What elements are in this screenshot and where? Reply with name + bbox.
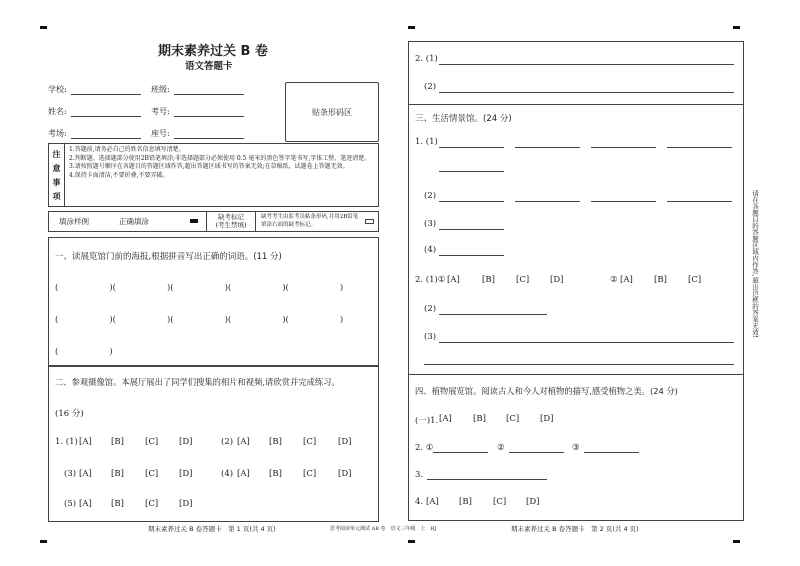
option-a[interactable]: [A] — [447, 275, 460, 285]
q4-answer-line[interactable] — [509, 452, 564, 453]
seat-label: 座号: — [151, 129, 170, 138]
option-c[interactable]: [C] — [303, 437, 317, 447]
page-title: 期末素养过关 B 卷 — [158, 44, 268, 59]
question-4-title: 四、植物展览馆。阅读古人和今人对植物的描写,感受植物之美。(24 分) — [415, 386, 678, 396]
q3-answer-line[interactable] — [667, 147, 732, 148]
option-d[interactable]: [D] — [550, 275, 564, 285]
q3-2-2-label: (2) — [424, 304, 437, 314]
question-2-score: (16 分) — [55, 409, 84, 419]
center-footer: 思考阅读单元测试 AB 卷 语文三年级 上 RJ — [330, 526, 437, 532]
school-label: 学校: — [48, 85, 67, 94]
option-d[interactable]: [D] — [540, 414, 554, 424]
option-c[interactable]: [C] — [688, 275, 702, 285]
q3-answer-line[interactable] — [667, 201, 732, 202]
q3-answer-line[interactable] — [439, 255, 504, 256]
question-1-title: 一、读展览馆门前的海报,根据拼音写出正确的词语。(11 分) — [55, 252, 282, 262]
option-c[interactable]: [C] — [506, 414, 520, 424]
option-c[interactable]: [C] — [493, 497, 507, 507]
q4-2-c-label: ③ — [572, 443, 580, 453]
q2-row-3-label: (5) — [64, 499, 77, 509]
q2-row-1-label: 1. (1) — [55, 437, 78, 447]
option-c[interactable]: [C] — [145, 437, 159, 447]
class-label: 班级: — [151, 85, 170, 94]
q4-3-label: 3. — [415, 470, 424, 480]
option-d[interactable]: [D] — [179, 499, 193, 509]
option-d[interactable]: [D] — [526, 497, 540, 507]
absent-mark-box: 缺考标记 (考生禁填) — [206, 212, 256, 231]
option-d[interactable]: [D] — [179, 469, 193, 479]
name-label: 姓名: — [48, 107, 67, 116]
registration-mark — [40, 26, 47, 29]
option-c[interactable]: [C] — [145, 469, 159, 479]
registration-mark — [733, 540, 740, 543]
school-field[interactable] — [71, 85, 141, 95]
option-a[interactable]: [A] — [237, 469, 250, 479]
q3-answer-line[interactable] — [439, 342, 734, 343]
right-page-footer: 期末素养过关 B 卷答题卡 第 2 页(共 4 页) — [511, 525, 639, 533]
q4-2-label: 2. ① — [415, 443, 434, 453]
option-a[interactable]: [A] — [79, 469, 92, 479]
option-b[interactable]: [B] — [654, 275, 667, 285]
fill-example-box — [48, 211, 379, 232]
exam-room-field[interactable] — [71, 129, 141, 139]
q4-answer-line[interactable] — [584, 452, 639, 453]
answer-paren-row[interactable]: ( ) — [55, 347, 113, 357]
option-a[interactable]: [A] — [79, 499, 92, 509]
q3-answer-line[interactable] — [439, 229, 504, 230]
q2-row-2-label-2: (4) — [221, 469, 234, 479]
option-b[interactable]: [B] — [111, 437, 124, 447]
option-a[interactable]: [A] — [237, 437, 250, 447]
option-c[interactable]: [C] — [145, 499, 159, 509]
q3-answer-line[interactable] — [439, 201, 504, 202]
option-c[interactable]: [C] — [516, 275, 530, 285]
side-warning-note: 请在各题目的答题区域内作答,超出边框的答案无效! — [751, 190, 759, 338]
option-b[interactable]: [B] — [473, 414, 486, 424]
question-3-title: 三、生活情景馆。(24 分) — [415, 114, 512, 124]
name-field[interactable] — [71, 107, 141, 117]
option-d[interactable]: [D] — [338, 469, 352, 479]
q2-2-1-answer-line[interactable] — [439, 64, 734, 65]
q4-answer-line[interactable] — [433, 452, 488, 453]
q3-answer-line[interactable] — [591, 147, 656, 148]
q3-1-1-label: 1. (1) — [415, 137, 438, 147]
q3-answer-line[interactable] — [515, 147, 580, 148]
answer-paren-row[interactable]: ( )( )( )( )( ) — [55, 315, 344, 325]
option-d[interactable]: [D] — [179, 437, 193, 447]
q2-2-1-label: 2. (1) — [415, 54, 438, 64]
q4-1-label: (一)1. — [415, 416, 439, 426]
notice-box — [48, 143, 379, 207]
option-a[interactable]: [A] — [620, 275, 633, 285]
q3-2-label-2: ② — [610, 275, 618, 285]
question-2-title: 二、参观摄像馆。本展厅展出了同学们搜集的相片和视频,请欣赏并完成练习。 — [55, 377, 340, 387]
q3-answer-line[interactable] — [515, 201, 580, 202]
q2-row-2-label: (3) — [64, 469, 77, 479]
q4-2-b-label: ② — [497, 443, 505, 453]
q3-answer-line[interactable] — [439, 171, 504, 172]
option-b[interactable]: [B] — [482, 275, 495, 285]
option-b[interactable]: [B] — [111, 499, 124, 509]
q4-4-label: 4. — [415, 497, 424, 507]
q2-row-1-label-2: (2) — [221, 437, 234, 447]
q4-answer-line[interactable] — [427, 479, 547, 480]
option-a[interactable]: [A] — [426, 497, 439, 507]
option-b[interactable]: [B] — [269, 469, 282, 479]
exam-number-label: 考号: — [151, 107, 170, 116]
q3-1-4-label: (4) — [424, 245, 437, 255]
option-b[interactable]: [B] — [269, 437, 282, 447]
exam-number-field[interactable] — [174, 107, 244, 117]
option-a[interactable]: [A] — [79, 437, 92, 447]
notice-items: 1.答题前,请务必自己的姓名信息填写清楚。 2.判断题、选择题部分使用2B铅笔填涂;非选择题部分必须使用 0.5 毫米的黑色签字笔书写,字体工整、笔迹清楚。 3.请按照题号顺序在各题目的答题区域作答,超出答题区域书写的答案无效;在草稿纸、试题卷上答题无效。 4.保持卡面清洁,不要折叠,不要弄破。 — [69, 146, 371, 179]
question-2-section — [48, 365, 379, 522]
q3-answer-line[interactable] — [439, 314, 547, 315]
option-b[interactable]: [B] — [111, 469, 124, 479]
fill-correct-label: 正确填涂 — [119, 217, 149, 226]
option-a[interactable]: [A] — [439, 414, 452, 424]
right-answer-frame — [408, 41, 744, 521]
option-b[interactable]: [B] — [459, 497, 472, 507]
q3-2-label: 2. (1)① — [415, 275, 446, 285]
registration-mark — [733, 26, 740, 29]
page-subtitle: 语文答题卡 — [185, 61, 233, 72]
q3-answer-line[interactable] — [424, 364, 734, 365]
seat-field[interactable] — [174, 129, 244, 139]
q3-1-2-label: (2) — [424, 191, 437, 201]
barcode-area — [285, 82, 379, 142]
filled-mark-sample — [190, 219, 198, 223]
registration-mark — [408, 26, 415, 29]
option-c[interactable]: [C] — [303, 469, 317, 479]
absent-note: 缺考考生由监考员粘条形码,并用2B铅笔填涂右面的缺考标记。 — [261, 214, 359, 228]
absent-mark-bubble[interactable] — [365, 219, 374, 224]
barcode-label: 贴条形码区 — [312, 108, 352, 117]
q3-answer-line[interactable] — [591, 201, 656, 202]
option-d[interactable]: [D] — [338, 437, 352, 447]
notice-side-label: 注 意 事 项 — [49, 144, 65, 206]
q2-2-2-answer-line[interactable] — [439, 92, 734, 93]
q2-2-2-label: (2) — [424, 82, 437, 92]
left-page-footer: 期末素养过关 B 卷答题卡 第 1 页(共 4 页) — [148, 525, 276, 533]
question-1-section — [48, 237, 379, 367]
q3-1-3-label: (3) — [424, 219, 437, 229]
q3-answer-line[interactable] — [439, 147, 504, 148]
q3-2-3-label: (3) — [424, 332, 437, 342]
registration-mark — [40, 540, 47, 543]
class-field[interactable] — [174, 85, 244, 95]
answer-paren-row[interactable]: ( )( )( )( )( ) — [55, 283, 344, 293]
exam-room-label: 考场: — [48, 129, 67, 138]
registration-mark — [408, 540, 415, 543]
fill-example-label: 填涂样例 — [59, 217, 89, 226]
